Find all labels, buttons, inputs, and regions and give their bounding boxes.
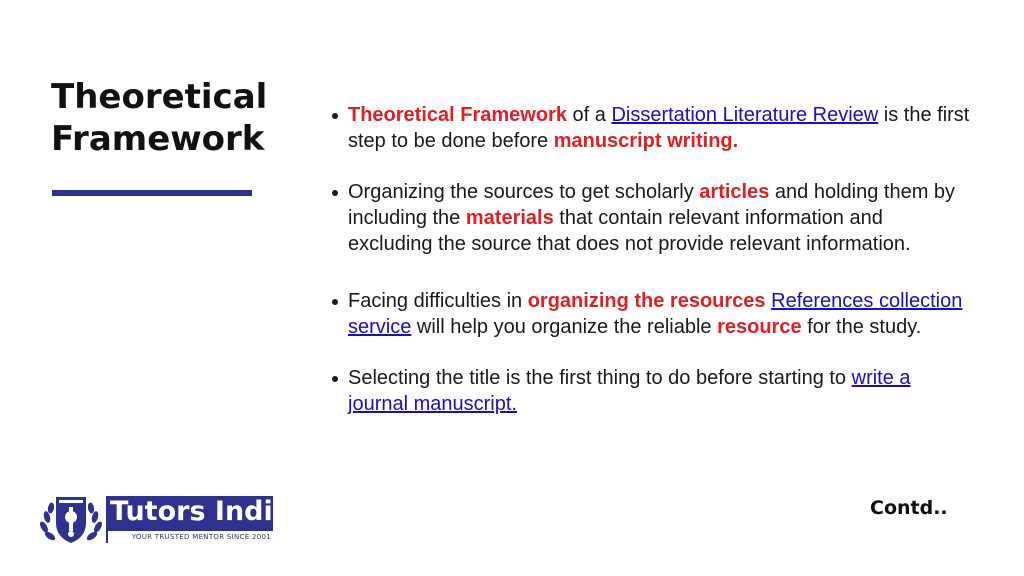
highlight-text: Theoretical Framework: [348, 104, 567, 126]
contd-label: Contd..: [870, 497, 948, 519]
bullet-text: is the first step to be done before: [348, 104, 970, 152]
brand-tagline: YOUR TRUSTED MENTOR SINCE 2001: [106, 531, 273, 543]
highlight-text: manuscript writing.: [553, 130, 739, 152]
write-journal-manuscript-link[interactable]: write a journal manuscript.: [348, 367, 911, 415]
tutors-india-logo[interactable]: [38, 493, 291, 545]
slide-title: [51, 76, 291, 160]
bullet-item: [330, 179, 970, 257]
bullet-text: Selecting the title is the first thing to do before starting to: [348, 367, 852, 389]
highlight-text: organizing the resources: [527, 290, 766, 312]
references-collection-service-link[interactable]: References collection service: [348, 290, 963, 338]
bullet-text: for the study.: [801, 316, 922, 338]
brand-box: [106, 496, 291, 543]
dissertation-literature-review-link[interactable]: Dissertation Literature Review: [611, 104, 879, 126]
title-underline: [52, 190, 252, 196]
bullet-text: will help you organize the reliable: [411, 316, 718, 338]
highlight-text: materials: [465, 207, 554, 229]
bullet-list: [330, 102, 970, 417]
highlight-text: resource: [717, 316, 802, 338]
bullet-item: [330, 102, 970, 154]
bullet-text: and holding them by including the: [348, 181, 956, 229]
brand-name: Tutors India: [110, 496, 291, 527]
bullet-text: that contain relevant information and excluding the source that does not provide relevant information.: [348, 207, 911, 255]
bullet-text: Organizing the sources to get scholarly: [348, 181, 700, 203]
title-line-2: Framework: [51, 119, 265, 159]
bullet-text: Facing difficulties in: [348, 290, 528, 312]
bullet-item: [330, 288, 970, 340]
bullet-text: of a: [566, 104, 612, 126]
laurel-emblem-icon: [38, 493, 104, 545]
highlight-text: articles: [699, 181, 770, 203]
title-line-1: Theoretical: [51, 77, 268, 117]
bullet-item: [330, 365, 970, 417]
